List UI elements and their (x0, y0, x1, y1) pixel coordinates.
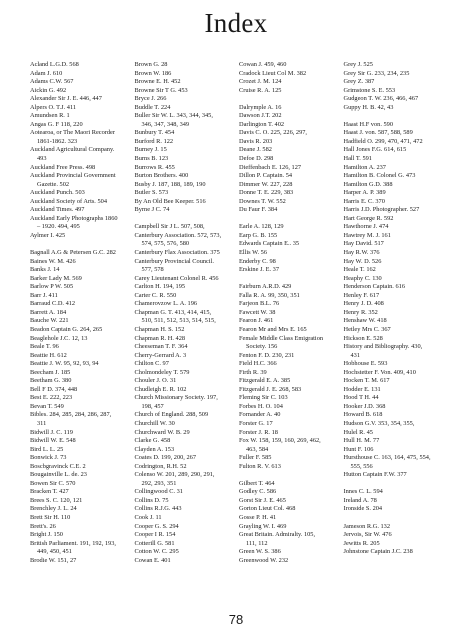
index-entry: Burrows R. 455 (134, 163, 175, 171)
index-entry: Hobhouse E. 593 (343, 360, 388, 368)
index-entry: Angas G. F 118, 220 (30, 120, 83, 128)
index-entry: Earp G. B. 155 (239, 231, 278, 239)
index-entry: Heaphy C. 130 (343, 274, 382, 282)
index-entry: Best E. 222, 223 (30, 394, 73, 402)
index-entry: Bibles. 284, 285, 284, 286, 287, (30, 411, 112, 419)
index-entry: Byrne J C. 74 (134, 206, 170, 214)
index-entry: Chapman G. T. 413, 414, 415, (134, 308, 212, 316)
index-entry: Fulton R. V. 613 (239, 462, 281, 470)
index-entry-continuation: – 1920. 494, 495 (37, 223, 80, 231)
index-entry: Gosse P. H. 41 (239, 513, 277, 521)
index-entry: Brett's. 26 (30, 522, 56, 530)
index-entry-continuation: 346, 347, 348, 349 (141, 120, 190, 128)
index-entry: History and Bibliography. 430, (343, 343, 423, 351)
index-entry: Cotton W. C. 295 (134, 548, 179, 556)
index-entry-continuation: 1861-1862. 323 (37, 137, 78, 145)
index-entry: Chapman H. S. 152 (134, 325, 185, 333)
index-entry: Harris E. C. 370 (343, 197, 385, 205)
index-entry: Brees S. C. 120, 121 (30, 496, 83, 504)
index-entry: Dalrymple A. 16 (239, 103, 282, 111)
index-entry: Browne E. H. 452 (134, 78, 181, 86)
index-entry: Jervois, Sir W. 476 (343, 531, 392, 539)
index-entry: Haast H.F von. 590 (343, 120, 394, 128)
index-entry: Edwards Captain E.. 35 (239, 240, 300, 248)
index-entry: Fearon J. 461 (239, 317, 274, 325)
letter-gap (30, 240, 131, 249)
index-entry: Collins D. 75 (134, 496, 169, 504)
index-entry-continuation: 463, 584 (246, 445, 269, 453)
index-entry: Barrett A. 184 (30, 308, 67, 316)
index-entry: Banks J. 14 (30, 266, 60, 274)
index-entry: Godley C. 586 (239, 488, 277, 496)
index-entry: Du Faur F. 384 (239, 206, 278, 214)
index-entry: Beetham G. 380 (30, 377, 72, 385)
index-entry: Cholmondeley T. 579 (134, 368, 190, 376)
index-entry: Bryce J. 266 (134, 95, 167, 103)
index-entry-continuation: 449, 450, 451 (37, 548, 72, 556)
index-entry: Coates D. 199, 200, 267 (134, 454, 196, 462)
index-entry: Jameson R.G. 132 (343, 522, 391, 530)
index-entry: Church Missionary Society. 197, (134, 394, 218, 402)
index-entry: Bonwick J. 73 (30, 454, 67, 462)
index-entry: Bevan T. 549 (30, 402, 64, 410)
index-entry: Greenwood W. 232 (239, 556, 289, 564)
index-entry: Jewitts R. 205 (343, 539, 380, 547)
index-entry: Hawthorne J. 474 (343, 223, 389, 231)
index-entry: Grey Z. 387 (343, 78, 375, 86)
index-entry: Alpers O. T.J. 411 (30, 103, 77, 111)
index-entry: Campbell Sir J L. 507, 508, (134, 223, 205, 231)
index-entry: Baines W. M. 426 (30, 257, 76, 265)
index-entry: Ironside S. 204 (343, 505, 383, 513)
index-entry: Davis C. O. 225, 226, 297, (239, 129, 308, 137)
letter-gap (135, 215, 236, 224)
index-entry: Ireland A. 78 (343, 496, 377, 504)
index-entry: Adams C.W. 567 (30, 78, 74, 86)
index-entry: Gudgeon T. W. 236, 466, 467 (343, 95, 419, 103)
index-entry: Buddle T. 224 (134, 103, 171, 111)
index-entry: Aickin G. 492 (30, 86, 67, 94)
index-entry: Bougainville L. de. 23 (30, 471, 87, 479)
index-entry: Henderson Captain. 616 (343, 283, 405, 291)
index-entry: Henley F. 617 (343, 291, 380, 299)
index-entry: Hunt F. 106 (343, 445, 374, 453)
index-entry: Bracken T. 427 (30, 488, 69, 496)
index-entry: Erskine J. E. 37 (239, 266, 279, 274)
index-entry: Amundsen R. 1 (30, 112, 70, 120)
index-entry: Adam J. 610 (30, 69, 63, 77)
index-entry: Field H.C. 366 (239, 360, 277, 368)
index-entry: Hochstetter F. Von. 409, 410 (343, 368, 416, 376)
index-entry: Fuller F. 585 (239, 454, 272, 462)
index-entry: Auckland Free Press. 498 (30, 163, 96, 171)
index-entry: Heale T. 162 (343, 266, 376, 274)
index-entry: Auckland Agricultural Company. (30, 146, 115, 154)
index-entry: Cowan J. 459, 460 (239, 61, 287, 68)
index-entry: Beale T. 96 (30, 343, 59, 351)
index-entry: Collins R.J.G. 443 (134, 505, 182, 513)
index-entry: Enderby C. 98 (239, 257, 276, 265)
index-entry: Donne T. E. 229, 383 (239, 189, 294, 197)
index-entry: Forbes H. O. 104 (239, 402, 283, 410)
index-entry: Downes T. W. 552 (239, 197, 286, 205)
index-entry: Barr J. 411 (30, 291, 58, 299)
index-entry: Busby J. 187, 188, 189, 190 (134, 180, 206, 188)
index-column-1 (30, 61, 135, 565)
index-entry: Hull H. M. 77 (343, 437, 380, 445)
index-entry: Brenchley J. L. 24 (30, 505, 77, 513)
index-entry: Bird L. L. 25 (30, 445, 64, 453)
index-entry: Chamerovzow L. A. 196 (134, 300, 198, 308)
index-entry: Hooker J.D. 368 (343, 402, 386, 410)
index-entry: Boscbgravinck C.E. 2 (30, 462, 86, 470)
index-entry: Hall Jones F.G. 614, 615 (343, 146, 407, 154)
index-entry: Chouler J. O. 31 (134, 377, 177, 385)
index-entry: Canterbury Provincial Council. (134, 257, 214, 265)
index-entry: British Parliament. 191, 192, 193, (30, 539, 116, 547)
index-entry-continuation: 311 (37, 419, 47, 427)
letter-gap (239, 275, 340, 284)
index-entry: Cheeseman T. F. 364 (134, 343, 188, 351)
index-entry-continuation: Society. 156 (246, 343, 278, 351)
index-entry: Chapman R. H. 428 (134, 334, 186, 342)
index-entry-continuation: 198, 457 (141, 402, 164, 410)
index-entry: Ellis W. 56 (239, 249, 268, 257)
index-entry: Hocken T. M. 617 (343, 377, 390, 385)
index-entry: Hamilton B. Colonel G. 473 (343, 172, 416, 180)
index-entry: Burns B. 123 (134, 155, 169, 163)
index-entry: Fleming Sir C. 103 (239, 394, 288, 402)
index-entry: Barlow P W. 505 (30, 283, 74, 291)
index-column-2 (135, 61, 240, 565)
index-entry: Dimmer W. 227, 228 (239, 180, 293, 188)
index-entry: Bagnall A.G & Petersen G.C. 282 (30, 249, 116, 257)
index-entry: Fox W. 158, 159, 160, 269, 462, (239, 437, 321, 445)
index-entry: Grey J. 525 (343, 61, 373, 68)
index-entry: Bell F D. 374, 448 (30, 385, 78, 393)
index-entry: Hay R.W. 376 (343, 249, 380, 257)
index-entry: Clarke G. 458 (134, 437, 171, 445)
index-entry: Aylmer I. 425 (30, 231, 66, 239)
index-entry: Auckland Punch. 503 (30, 189, 85, 197)
index-entry: Darlington T. 402 (239, 120, 285, 128)
index-entry: Great Britain. Admiralty. 105, (239, 531, 316, 539)
index-entry: Canterbury Association. 572, 573, (134, 231, 222, 239)
index-entry: Aotearoa, or The Maori Recorder (30, 129, 115, 137)
index-entry: Beadon Captain G. 264, 265 (30, 325, 103, 333)
index-entry: Hursthouse C. 163, 164, 475, 554, (343, 454, 431, 462)
index-entry-continuation: 111, 112 (246, 539, 268, 547)
index-entry-continuation: Gazette. 502 (37, 180, 70, 188)
index-entry: Fawcett W. 38 (239, 308, 276, 316)
index-entry: Deane J. 582 (239, 146, 272, 154)
index-entry: Hetley Mrs C. 367 (343, 325, 391, 333)
index-entry: Hodder E. 131 (343, 385, 381, 393)
index-entry: Gilbert T. 464 (239, 479, 275, 487)
index-entry: Bidwill W. E. 548 (30, 437, 76, 445)
index-entry: Grayling W. I. 469 (239, 522, 287, 530)
index-entry: Fearon Mr and Mrs E. 165 (239, 325, 307, 333)
index-entry: Fitzgerald E. A. 385 (239, 377, 291, 385)
index-entry: Chudleigh E. R. 102 (134, 385, 187, 393)
index-entry: Cooper I R. 154 (134, 531, 176, 539)
index-entry: Forster G. 17 (239, 419, 273, 427)
index-entry: Acland L.G.D. 568 (30, 61, 79, 68)
index-entry-continuation: 555, 556 (350, 462, 373, 470)
index-entry: Crozet J. M. 124 (239, 78, 282, 86)
index-entry: Grey Sir G. 233, 234, 235 (343, 69, 410, 77)
index-entry: Fairburn A.R.D. 429 (239, 283, 292, 291)
page-number: 78 (228, 612, 244, 627)
index-entry: Buller Sir W. L. 343, 344, 345, (134, 112, 213, 120)
index-entry: Haast J. von. 587, 588, 589 (343, 129, 413, 137)
index-entry: Hart George R. 592 (343, 214, 394, 222)
index-entry: Cooper G. S. 294 (134, 522, 179, 530)
index-entry-continuation: 292, 293, 351 (141, 479, 177, 487)
index-entry: Carter C. R. 550 (134, 291, 177, 299)
index-columns (30, 61, 448, 565)
index-entry: Howard B. 618 (343, 411, 383, 419)
index-entry: Brett Sir H. 110 (30, 513, 71, 521)
index-entry: Green W. S. 386 (239, 548, 281, 556)
index-entry: Auckland Society of Arts. 504 (30, 197, 107, 205)
index-entry: Beattie J. W. 95, 92, 93, 94 (30, 360, 99, 368)
index-entry: Hickson E. 528 (343, 334, 383, 342)
index-entry: Hulel R. 45 (343, 428, 373, 436)
index-entry: Dieffenbach E. 126, 127 (239, 163, 302, 171)
index-entry: Carey Lieutenant Colonel R. 456 (134, 274, 219, 282)
index-entry: Hall T. 591 (343, 155, 372, 163)
index-entry: By An Old Bee Keeper. 516 (134, 197, 206, 205)
index-entry: Auckland Times. 497 (30, 206, 85, 214)
index-entry: Beaglehole J.C. 12, 13 (30, 334, 88, 342)
letter-gap (239, 215, 340, 224)
index-entry: Barker Lady M. 569 (30, 274, 82, 282)
letter-gap (239, 471, 340, 480)
index-entry: Hawtrey M. J. 161 (343, 231, 391, 239)
index-entry: Grimstone S. E. 553 (343, 86, 396, 94)
index-entry: Defoe D. 298 (239, 155, 274, 163)
index-entry: Hamilton A. 237 (343, 163, 386, 171)
index-entry: Bowen Sir C. 570 (30, 479, 76, 487)
index-entry-continuation: 431 (350, 351, 361, 359)
index-entry: Cradock Lieut Col M. 382 (239, 69, 307, 77)
index-entry: Henry J. D. 408 (343, 300, 384, 308)
index-entry: Farjeon B.L. 76 (239, 300, 280, 308)
index-entry: Guppy H. B. 42, 43 (343, 103, 394, 111)
index-entry: Cotterill G. 581 (134, 539, 175, 547)
index-entry: Henry R. 352 (343, 308, 378, 316)
index-entry: Bunbury T. 454 (134, 129, 175, 137)
index-entry: Auckland Provincial Government (30, 172, 116, 180)
index-entry: Fornander A. 40 (239, 411, 281, 419)
index-entry: Butler S. 573 (134, 189, 169, 197)
index-entry: Burney J. 15 (134, 146, 167, 154)
index-entry: Fitzgerald J. E. 268, 583 (239, 385, 302, 393)
index-entry: Gorst Sir J. E. 465 (239, 496, 286, 504)
index-entry: Church of England. 288, 509 (134, 411, 209, 419)
index-entry: Beattie H. 612 (30, 351, 67, 359)
index-entry: Chilton C. 97 (134, 360, 169, 368)
index-entry: Henshaw W. 418 (343, 317, 387, 325)
index-column-3 (239, 61, 344, 565)
index-entry: Hay W. D. 526 (343, 257, 382, 265)
index-entry: Harper A. P. 389 (343, 189, 386, 197)
index-entry-continuation: 510, 511, 512, 513, 514, 515, (141, 317, 216, 325)
index-entry-continuation: 493 (37, 155, 47, 163)
index-column-4 (344, 61, 449, 565)
index-entry: Burford R. 122 (134, 137, 174, 145)
index-entry: Beecham J. 185 (30, 368, 71, 376)
index-entry: Auckland Early Photographs 1860 (30, 214, 118, 222)
index-entry: Canterbury Flax Association. 375 (134, 249, 220, 257)
index-entry: Alexander Sir J. E. 446, 447 (30, 95, 102, 103)
letter-gap (344, 112, 445, 121)
index-entry: Brodie W. 151, 27 (30, 556, 77, 564)
letter-gap (344, 514, 445, 523)
index-entry: Hamilton G.D. 388 (343, 180, 393, 188)
index-entry: Barraud C.D. 412 (30, 300, 76, 308)
index-entry: Harris J.D. Photographer. 527 (343, 206, 420, 214)
index-entry: Hadfield O. 299, 470, 471, 472 (343, 137, 423, 145)
index-entry: Bright J. 150 (30, 531, 63, 539)
index-entry: Collingwood C. 31 (134, 488, 183, 496)
index-entry: Hood T H. 44 (343, 394, 379, 402)
index-entry: Hudson G.V. 353, 354, 355, (343, 419, 415, 427)
index-entry: Forster J. R. 18 (239, 428, 278, 436)
index-entry-continuation: 574, 575, 576, 580 (141, 240, 190, 248)
index-entry: Earle A. 128, 129 (239, 223, 284, 231)
index-entry: Cook J. 11 (134, 513, 162, 521)
index-entry: Dillon P. Captain. 54 (239, 172, 293, 180)
index-entry: Bidwill J. C. 119 (30, 428, 73, 436)
index-entry: Hay David. 517 (343, 240, 384, 248)
index-entry-continuation: 577, 578 (141, 266, 164, 274)
index-entry: Falla R. A. 99, 350, 351 (239, 291, 300, 299)
page-title: Index (204, 8, 268, 38)
index-entry: Johnstone Captain J.C. 238 (343, 548, 413, 556)
index-entry: Cowan E. 401 (134, 556, 171, 564)
index-entry: Browne Sir T G. 453 (134, 86, 188, 94)
index-entry: Burton Brothers. 400 (134, 172, 189, 180)
index-entry: Davis R. 203 (239, 137, 273, 145)
index-entry: Clayden A. 153 (134, 445, 175, 453)
index-entry: Cherry-Gerrard A. 3 (134, 351, 187, 359)
index-entry: Fenton F. D. 230, 231 (239, 351, 295, 359)
index-entry: Brown G. 28 (134, 61, 168, 68)
index-entry: Female Middle Class Emigration (239, 334, 324, 342)
index-entry: Dawson J.T. 202 (239, 112, 282, 120)
letter-gap (344, 480, 445, 489)
index-entry: Carlton H. 194, 195 (134, 283, 186, 291)
index-entry: Firth R. 39 (239, 368, 267, 376)
index-entry: Churchill W. 30 (134, 419, 175, 427)
index-entry: Churchward W. B. 29 (134, 428, 190, 436)
index-entry: Innes C. L. 594 (343, 488, 383, 496)
index-entry: Colenso W. 201, 289, 290, 291, (134, 471, 215, 479)
index-entry: Hutton Captain F.W. 377 (343, 471, 407, 479)
index-entry: Bauche W. 221 (30, 317, 69, 325)
letter-gap (239, 95, 340, 104)
index-entry: Cruise R. A. 125 (239, 86, 282, 94)
index-entry: Codrington, R.H. 52 (134, 462, 187, 470)
index-entry: Gorton Lieut Col. 468 (239, 505, 296, 513)
index-entry: Brown W. 186 (134, 69, 172, 77)
